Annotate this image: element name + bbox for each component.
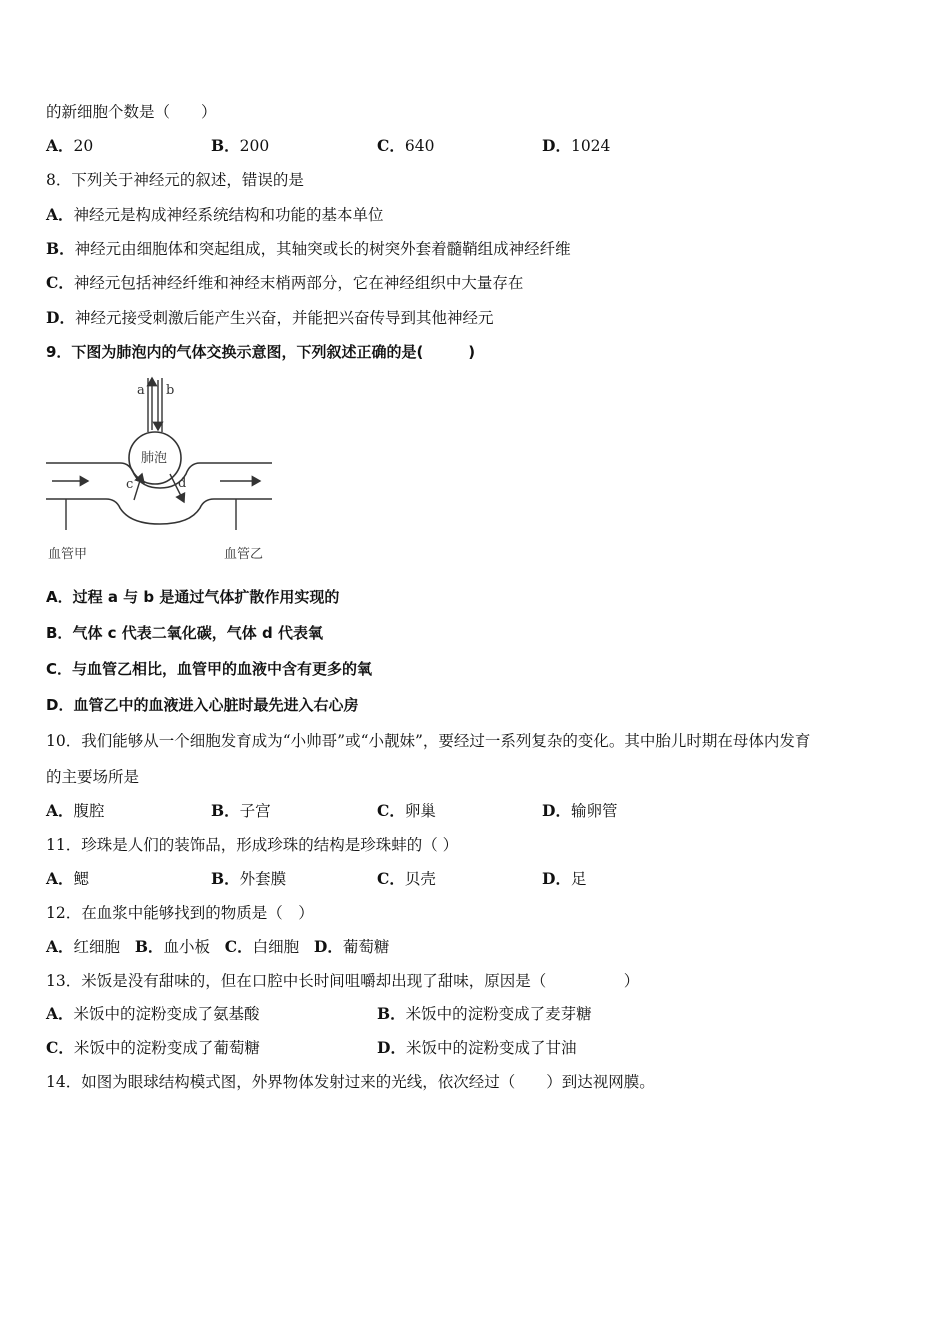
label-a: a [137, 383, 145, 398]
q11-stem: 11．珍珠是人们的装饰品，形成珍珠的结构是珍珠蚌的（ ） [46, 836, 459, 854]
q8-stem: 8．下列关于神经元的叙述，错误的是 [46, 171, 304, 189]
q10-option-b[interactable]: B．子宫 [211, 801, 271, 820]
q9-option-c[interactable]: C．与血管乙相比，血管甲的血液中含有更多的氧 [46, 660, 373, 678]
q9-option-b[interactable]: B．气体 c 代表二氧化碳，气体 d 代表氧 [46, 624, 323, 642]
q11-option-b[interactable]: B．外套膜 [211, 869, 287, 888]
q10-stem-line2: 的主要场所是 [46, 768, 140, 786]
label-vessel-left: 血管甲 [48, 547, 88, 562]
alveolus-gas-exchange-diagram [44, 370, 276, 566]
q7-option-a[interactable]: A．20 [46, 136, 94, 155]
q7-option-d[interactable]: D．1024 [542, 136, 611, 155]
q9-option-a[interactable]: A．过程 a 与 b 是通过气体扩散作用实现的 [46, 588, 340, 606]
q10-option-d[interactable]: D．输卵管 [542, 801, 618, 820]
q11-option-a[interactable]: A．鳃 [46, 869, 90, 888]
q9-stem: 9．下图为肺泡内的气体交换示意图，下列叙述正确的是( ) [46, 343, 476, 361]
q10-option-c[interactable]: C．卵巢 [377, 801, 436, 820]
q12-stem: 12．在血浆中能够找到的物质是（ ） [46, 904, 314, 922]
q13-option-c[interactable]: C．米饭中的淀粉变成了葡萄糖 [46, 1038, 260, 1057]
q11-option-c[interactable]: C．贝壳 [377, 869, 436, 888]
label-b: b [166, 383, 175, 398]
q8-option-b[interactable]: B．神经元由细胞体和突起组成，其轴突或长的树突外套着髓鞘组成神经纤维 [46, 239, 571, 258]
label-vessel-right: 血管乙 [224, 547, 264, 562]
diagram-svg [44, 370, 276, 566]
q13-stem: 13．米饭是没有甜味的，但在口腔中长时间咀嚼却出现了甜味，原因是（ ） [46, 972, 640, 990]
q7-stem-tail: 的新细胞个数是（ ） [46, 103, 217, 121]
q12-option-b[interactable]: B．血小板 [134, 937, 210, 956]
label-alveolus: 肺泡 [141, 451, 168, 466]
q10-stem-line1: 10．我们能够从一个细胞发育成为“小帅哥”或“小靓妹”，要经过一系列复杂的变化。其中胎儿时期在母体内发育 [46, 732, 811, 750]
q11-option-d[interactable]: D．足 [542, 869, 587, 888]
label-c: c [126, 477, 134, 492]
q13-option-d[interactable]: D．米饭中的淀粉变成了甘油 [377, 1038, 577, 1057]
q12-option-c[interactable]: C．白细胞 [224, 937, 300, 956]
vessel-lower-wall [46, 499, 272, 524]
q13-option-a[interactable]: A．米饭中的淀粉变成了氨基酸 [46, 1004, 260, 1023]
q12-options [46, 937, 389, 957]
q7-option-b[interactable]: B．200 [211, 136, 270, 155]
q8-option-d[interactable]: D．神经元接受刺激后能产生兴奋，并能把兴奋传导到其他神经元 [46, 308, 494, 327]
q8-option-c[interactable]: C．神经元包括神经纤维和神经末梢两部分，它在神经组织中大量存在 [46, 273, 524, 292]
q14-stem: 14．如图为眼球结构模式图，外界物体发射过来的光线，依次经过（ ）到达视网膜。 [46, 1073, 655, 1091]
q12-option-a[interactable]: A．红细胞 [46, 937, 121, 956]
q9-option-d[interactable]: D．血管乙中的血液进入心脏时最先进入右心房 [46, 696, 359, 714]
q10-option-a[interactable]: A．腹腔 [46, 801, 105, 820]
q12-option-d[interactable]: D．葡萄糖 [313, 937, 390, 956]
q13-option-b[interactable]: B．米饭中的淀粉变成了麦芽糖 [377, 1004, 592, 1023]
q7-option-c[interactable]: C．640 [377, 136, 435, 155]
label-d: d [178, 476, 187, 491]
q8-option-a[interactable]: A．神经元是构成神经系统结构和功能的基本单位 [46, 205, 384, 224]
